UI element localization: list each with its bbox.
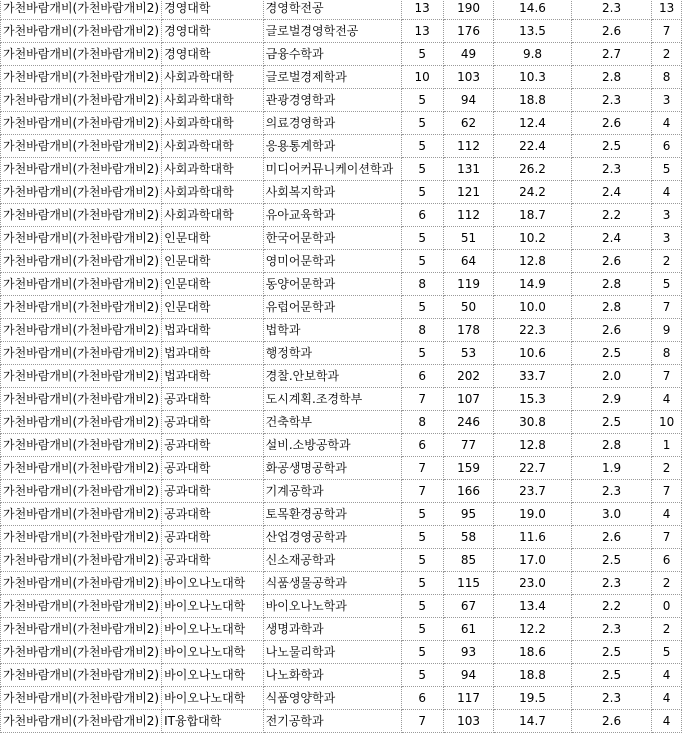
applicants-cell: 58 — [443, 526, 493, 549]
grade-cell: 2.7 — [571, 43, 651, 66]
waitlist-cell: 5 — [652, 641, 682, 664]
quota-cell: 10 — [401, 66, 443, 89]
admission-type-cell: 가천바람개비(가천바람개비2) — [1, 342, 162, 365]
table-row — [1, 227, 682, 250]
college-cell: 법과대학 — [162, 319, 264, 342]
department-cell: 경영학전공 — [263, 0, 401, 20]
college-cell: 공과대학 — [162, 549, 264, 572]
quota-cell: 7 — [401, 480, 443, 503]
college-cell: IT융합대학 — [162, 710, 264, 733]
applicants-cell: 94 — [443, 89, 493, 112]
college-cell: 바이오나노대학 — [162, 595, 264, 618]
grade-cell: 2.3 — [571, 89, 651, 112]
quota-cell: 5 — [401, 135, 443, 158]
admission-type-cell: 가천바람개비(가천바람개비2) — [1, 480, 162, 503]
quota-cell: 5 — [401, 618, 443, 641]
quota-cell: 5 — [401, 227, 443, 250]
department-cell: 나노화학과 — [263, 664, 401, 687]
college-cell: 바이오나노대학 — [162, 641, 264, 664]
grade-cell: 2.2 — [571, 595, 651, 618]
waitlist-cell: 2 — [652, 43, 682, 66]
applicants-cell: 67 — [443, 595, 493, 618]
competition-rate-cell: 14.7 — [494, 710, 572, 733]
waitlist-cell: 13 — [652, 0, 682, 20]
admission-type-cell: 가천바람개비(가천바람개비2) — [1, 549, 162, 572]
department-cell: 토목환경공학과 — [263, 503, 401, 526]
table-row — [1, 112, 682, 135]
college-cell: 공과대학 — [162, 411, 264, 434]
grade-cell: 2.5 — [571, 135, 651, 158]
college-cell: 공과대학 — [162, 457, 264, 480]
admission-type-cell: 가천바람개비(가천바람개비2) — [1, 526, 162, 549]
competition-rate-cell: 26.2 — [494, 158, 572, 181]
applicants-cell: 51 — [443, 227, 493, 250]
department-cell: 신소재공학과 — [263, 549, 401, 572]
grade-cell: 2.6 — [571, 710, 651, 733]
competition-rate-cell: 12.8 — [494, 250, 572, 273]
applicants-cell: 112 — [443, 135, 493, 158]
quota-cell: 5 — [401, 43, 443, 66]
table-row — [1, 0, 682, 20]
grade-cell: 1.9 — [571, 457, 651, 480]
admission-type-cell: 가천바람개비(가천바람개비2) — [1, 296, 162, 319]
waitlist-cell: 2 — [652, 457, 682, 480]
competition-rate-cell: 19.0 — [494, 503, 572, 526]
waitlist-cell: 2 — [652, 618, 682, 641]
waitlist-cell: 4 — [652, 710, 682, 733]
applicants-cell: 131 — [443, 158, 493, 181]
college-cell: 바이오나노대학 — [162, 572, 264, 595]
admission-type-cell: 가천바람개비(가천바람개비2) — [1, 365, 162, 388]
department-cell: 미디어커뮤니케이션학과 — [263, 158, 401, 181]
table-row — [1, 43, 682, 66]
waitlist-cell: 2 — [652, 572, 682, 595]
department-cell: 행정학과 — [263, 342, 401, 365]
quota-cell: 13 — [401, 0, 443, 20]
waitlist-cell: 8 — [652, 66, 682, 89]
competition-rate-cell: 14.6 — [494, 0, 572, 20]
table-row — [1, 181, 682, 204]
grade-cell: 2.6 — [571, 319, 651, 342]
department-cell: 영미어문학과 — [263, 250, 401, 273]
quota-cell: 5 — [401, 158, 443, 181]
college-cell: 사회과학대학 — [162, 112, 264, 135]
applicants-cell: 50 — [443, 296, 493, 319]
waitlist-cell: 7 — [652, 480, 682, 503]
applicants-cell: 178 — [443, 319, 493, 342]
applicants-cell: 103 — [443, 66, 493, 89]
waitlist-cell: 8 — [652, 342, 682, 365]
competition-rate-cell: 18.8 — [494, 664, 572, 687]
quota-cell: 5 — [401, 342, 443, 365]
admission-type-cell: 가천바람개비(가천바람개비2) — [1, 227, 162, 250]
admission-type-cell: 가천바람개비(가천바람개비2) — [1, 273, 162, 296]
applicants-cell: 121 — [443, 181, 493, 204]
college-cell: 바이오나노대학 — [162, 664, 264, 687]
applicants-cell: 53 — [443, 342, 493, 365]
grade-cell: 2.5 — [571, 641, 651, 664]
quota-cell: 5 — [401, 296, 443, 319]
competition-rate-cell: 24.2 — [494, 181, 572, 204]
applicants-cell: 166 — [443, 480, 493, 503]
quota-cell: 6 — [401, 687, 443, 710]
department-cell: 한국어문학과 — [263, 227, 401, 250]
quota-cell: 6 — [401, 204, 443, 227]
competition-rate-cell: 18.8 — [494, 89, 572, 112]
admission-type-cell: 가천바람개비(가천바람개비2) — [1, 572, 162, 595]
department-cell: 유럽어문학과 — [263, 296, 401, 319]
grade-cell: 2.3 — [571, 158, 651, 181]
competition-rate-cell: 10.0 — [494, 296, 572, 319]
department-cell: 의료경영학과 — [263, 112, 401, 135]
department-cell: 건축학부 — [263, 411, 401, 434]
competition-rate-cell: 30.8 — [494, 411, 572, 434]
grade-cell: 2.4 — [571, 181, 651, 204]
grade-cell: 2.3 — [571, 572, 651, 595]
grade-cell: 2.6 — [571, 112, 651, 135]
admission-type-cell: 가천바람개비(가천바람개비2) — [1, 595, 162, 618]
table-row — [1, 549, 682, 572]
grade-cell: 2.5 — [571, 664, 651, 687]
competition-rate-cell: 10.2 — [494, 227, 572, 250]
competition-rate-cell: 12.4 — [494, 112, 572, 135]
college-cell: 사회과학대학 — [162, 66, 264, 89]
grade-cell: 2.3 — [571, 480, 651, 503]
quota-cell: 5 — [401, 89, 443, 112]
college-cell: 경영대학 — [162, 20, 264, 43]
applicants-cell: 107 — [443, 388, 493, 411]
admission-type-cell: 가천바람개비(가천바람개비2) — [1, 135, 162, 158]
college-cell: 공과대학 — [162, 388, 264, 411]
applicants-cell: 62 — [443, 112, 493, 135]
college-cell: 인문대학 — [162, 227, 264, 250]
waitlist-cell: 9 — [652, 319, 682, 342]
college-cell: 공과대학 — [162, 434, 264, 457]
table-body — [1, 0, 682, 733]
department-cell: 법학과 — [263, 319, 401, 342]
department-cell: 금융수학과 — [263, 43, 401, 66]
admission-type-cell: 가천바람개비(가천바람개비2) — [1, 43, 162, 66]
competition-rate-cell: 13.4 — [494, 595, 572, 618]
admission-type-cell: 가천바람개비(가천바람개비2) — [1, 112, 162, 135]
waitlist-cell: 4 — [652, 388, 682, 411]
college-cell: 공과대학 — [162, 480, 264, 503]
grade-cell: 2.8 — [571, 66, 651, 89]
applicants-cell: 95 — [443, 503, 493, 526]
table-row — [1, 526, 682, 549]
college-cell: 사회과학대학 — [162, 89, 264, 112]
admission-type-cell: 가천바람개비(가천바람개비2) — [1, 664, 162, 687]
table-row — [1, 158, 682, 181]
department-cell: 바이오나노학과 — [263, 595, 401, 618]
college-cell: 바이오나노대학 — [162, 687, 264, 710]
department-cell: 화공생명공학과 — [263, 457, 401, 480]
college-cell: 공과대학 — [162, 526, 264, 549]
applicants-cell: 61 — [443, 618, 493, 641]
table-row — [1, 641, 682, 664]
quota-cell: 5 — [401, 641, 443, 664]
admission-type-cell: 가천바람개비(가천바람개비2) — [1, 250, 162, 273]
college-cell: 사회과학대학 — [162, 135, 264, 158]
table-row — [1, 480, 682, 503]
college-cell: 법과대학 — [162, 342, 264, 365]
grade-cell: 2.8 — [571, 296, 651, 319]
applicants-cell: 117 — [443, 687, 493, 710]
grade-cell: 3.0 — [571, 503, 651, 526]
admission-type-cell: 가천바람개비(가천바람개비2) — [1, 181, 162, 204]
admission-type-cell: 가천바람개비(가천바람개비2) — [1, 158, 162, 181]
table-row — [1, 20, 682, 43]
competition-rate-cell: 23.7 — [494, 480, 572, 503]
waitlist-cell: 3 — [652, 227, 682, 250]
waitlist-cell: 6 — [652, 135, 682, 158]
competition-rate-cell: 15.3 — [494, 388, 572, 411]
admission-type-cell: 가천바람개비(가천바람개비2) — [1, 687, 162, 710]
competition-rate-cell: 17.0 — [494, 549, 572, 572]
competition-rate-cell: 22.3 — [494, 319, 572, 342]
quota-cell: 5 — [401, 595, 443, 618]
waitlist-cell: 7 — [652, 296, 682, 319]
quota-cell: 7 — [401, 710, 443, 733]
grade-cell: 2.2 — [571, 204, 651, 227]
admission-type-cell: 가천바람개비(가천바람개비2) — [1, 641, 162, 664]
department-cell: 생명과학과 — [263, 618, 401, 641]
quota-cell: 8 — [401, 319, 443, 342]
competition-rate-cell: 12.2 — [494, 618, 572, 641]
grade-cell: 2.6 — [571, 250, 651, 273]
grade-cell: 2.0 — [571, 365, 651, 388]
competition-rate-cell: 23.0 — [494, 572, 572, 595]
waitlist-cell: 7 — [652, 365, 682, 388]
table-row — [1, 434, 682, 457]
department-cell: 전기공학과 — [263, 710, 401, 733]
table-row — [1, 388, 682, 411]
waitlist-cell: 3 — [652, 204, 682, 227]
quota-cell: 5 — [401, 664, 443, 687]
applicants-cell: 190 — [443, 0, 493, 20]
competition-rate-cell: 10.6 — [494, 342, 572, 365]
table-row — [1, 687, 682, 710]
waitlist-cell: 4 — [652, 181, 682, 204]
admission-type-cell: 가천바람개비(가천바람개비2) — [1, 0, 162, 20]
applicants-cell: 202 — [443, 365, 493, 388]
grade-cell: 2.3 — [571, 687, 651, 710]
grade-cell: 2.6 — [571, 526, 651, 549]
grade-cell: 2.5 — [571, 411, 651, 434]
competition-rate-cell: 18.7 — [494, 204, 572, 227]
department-cell: 식품생물공학과 — [263, 572, 401, 595]
competition-rate-cell: 12.8 — [494, 434, 572, 457]
table-row — [1, 411, 682, 434]
college-cell: 바이오나노대학 — [162, 618, 264, 641]
table-row — [1, 664, 682, 687]
college-cell: 인문대학 — [162, 250, 264, 273]
table-row — [1, 710, 682, 733]
competition-rate-cell: 10.3 — [494, 66, 572, 89]
competition-rate-cell: 19.5 — [494, 687, 572, 710]
admission-type-cell: 가천바람개비(가천바람개비2) — [1, 204, 162, 227]
table-row — [1, 204, 682, 227]
department-cell: 나노물리학과 — [263, 641, 401, 664]
waitlist-cell: 10 — [652, 411, 682, 434]
grade-cell: 2.5 — [571, 342, 651, 365]
quota-cell: 6 — [401, 365, 443, 388]
applicants-cell: 159 — [443, 457, 493, 480]
table-row — [1, 618, 682, 641]
waitlist-cell: 6 — [652, 549, 682, 572]
admission-type-cell: 가천바람개비(가천바람개비2) — [1, 66, 162, 89]
college-cell: 경영대학 — [162, 0, 264, 20]
table-row — [1, 250, 682, 273]
waitlist-cell: 5 — [652, 158, 682, 181]
quota-cell: 5 — [401, 112, 443, 135]
table-row — [1, 319, 682, 342]
waitlist-cell: 4 — [652, 503, 682, 526]
competition-rate-cell: 33.7 — [494, 365, 572, 388]
department-cell: 글로벌경제학과 — [263, 66, 401, 89]
competition-rate-cell: 14.9 — [494, 273, 572, 296]
applicants-cell: 103 — [443, 710, 493, 733]
admission-type-cell: 가천바람개비(가천바람개비2) — [1, 20, 162, 43]
applicants-cell: 115 — [443, 572, 493, 595]
table-row — [1, 365, 682, 388]
applicants-cell: 85 — [443, 549, 493, 572]
grade-cell: 2.3 — [571, 618, 651, 641]
admission-type-cell: 가천바람개비(가천바람개비2) — [1, 434, 162, 457]
applicants-cell: 93 — [443, 641, 493, 664]
quota-cell: 5 — [401, 503, 443, 526]
applicants-cell: 246 — [443, 411, 493, 434]
waitlist-cell: 4 — [652, 687, 682, 710]
competition-rate-cell: 11.6 — [494, 526, 572, 549]
applicants-cell: 112 — [443, 204, 493, 227]
college-cell: 사회과학대학 — [162, 204, 264, 227]
college-cell: 사회과학대학 — [162, 158, 264, 181]
department-cell: 동양어문학과 — [263, 273, 401, 296]
applicants-cell: 119 — [443, 273, 493, 296]
admission-type-cell: 가천바람개비(가천바람개비2) — [1, 503, 162, 526]
waitlist-cell: 7 — [652, 20, 682, 43]
waitlist-cell: 3 — [652, 89, 682, 112]
college-cell: 인문대학 — [162, 273, 264, 296]
admission-type-cell: 가천바람개비(가천바람개비2) — [1, 710, 162, 733]
quota-cell: 7 — [401, 457, 443, 480]
quota-cell: 5 — [401, 549, 443, 572]
quota-cell: 6 — [401, 434, 443, 457]
grade-cell: 2.6 — [571, 20, 651, 43]
table-row — [1, 457, 682, 480]
competition-rate-cell: 9.8 — [494, 43, 572, 66]
waitlist-cell: 7 — [652, 526, 682, 549]
table-row — [1, 342, 682, 365]
table-row — [1, 66, 682, 89]
admission-type-cell: 가천바람개비(가천바람개비2) — [1, 388, 162, 411]
college-cell: 법과대학 — [162, 365, 264, 388]
grade-cell: 2.9 — [571, 388, 651, 411]
waitlist-cell: 0 — [652, 595, 682, 618]
quota-cell: 7 — [401, 388, 443, 411]
college-cell: 사회과학대학 — [162, 181, 264, 204]
department-cell: 기계공학과 — [263, 480, 401, 503]
applicants-cell: 94 — [443, 664, 493, 687]
table-row — [1, 89, 682, 112]
quota-cell: 5 — [401, 526, 443, 549]
table-row — [1, 595, 682, 618]
applicants-cell: 49 — [443, 43, 493, 66]
table-row — [1, 273, 682, 296]
department-cell: 설비.소방공학과 — [263, 434, 401, 457]
table-row — [1, 296, 682, 319]
applicants-cell: 77 — [443, 434, 493, 457]
admission-type-cell: 가천바람개비(가천바람개비2) — [1, 618, 162, 641]
grade-cell: 2.4 — [571, 227, 651, 250]
competition-rate-cell: 13.5 — [494, 20, 572, 43]
admission-type-cell: 가천바람개비(가천바람개비2) — [1, 89, 162, 112]
competition-rate-cell: 22.7 — [494, 457, 572, 480]
waitlist-cell: 5 — [652, 273, 682, 296]
admission-type-cell: 가천바람개비(가천바람개비2) — [1, 411, 162, 434]
admission-type-cell: 가천바람개비(가천바람개비2) — [1, 319, 162, 342]
college-cell: 경영대학 — [162, 43, 264, 66]
department-cell: 관광경영학과 — [263, 89, 401, 112]
grade-cell: 2.8 — [571, 273, 651, 296]
quota-cell: 5 — [401, 572, 443, 595]
grade-cell: 2.8 — [571, 434, 651, 457]
department-cell: 응용통계학과 — [263, 135, 401, 158]
quota-cell: 5 — [401, 181, 443, 204]
quota-cell: 5 — [401, 250, 443, 273]
quota-cell: 8 — [401, 273, 443, 296]
waitlist-cell: 2 — [652, 250, 682, 273]
applicants-cell: 176 — [443, 20, 493, 43]
department-cell: 도시계획.조경학부 — [263, 388, 401, 411]
quota-cell: 8 — [401, 411, 443, 434]
department-cell: 글로벌경영학전공 — [263, 20, 401, 43]
department-cell: 사회복지학과 — [263, 181, 401, 204]
admission-type-cell: 가천바람개비(가천바람개비2) — [1, 457, 162, 480]
department-cell: 산업경영공학과 — [263, 526, 401, 549]
college-cell: 공과대학 — [162, 503, 264, 526]
competition-rate-cell: 22.4 — [494, 135, 572, 158]
waitlist-cell: 1 — [652, 434, 682, 457]
waitlist-cell: 4 — [652, 112, 682, 135]
table-row — [1, 135, 682, 158]
table-row — [1, 572, 682, 595]
department-cell: 식품영양학과 — [263, 687, 401, 710]
grade-cell: 2.3 — [571, 0, 651, 20]
applicants-cell: 64 — [443, 250, 493, 273]
college-cell: 인문대학 — [162, 296, 264, 319]
competition-rate-cell: 18.6 — [494, 641, 572, 664]
department-cell: 유아교육학과 — [263, 204, 401, 227]
waitlist-cell: 4 — [652, 664, 682, 687]
quota-cell: 13 — [401, 20, 443, 43]
grade-cell: 2.5 — [571, 549, 651, 572]
table-row — [1, 503, 682, 526]
department-cell: 경찰.안보학과 — [263, 365, 401, 388]
